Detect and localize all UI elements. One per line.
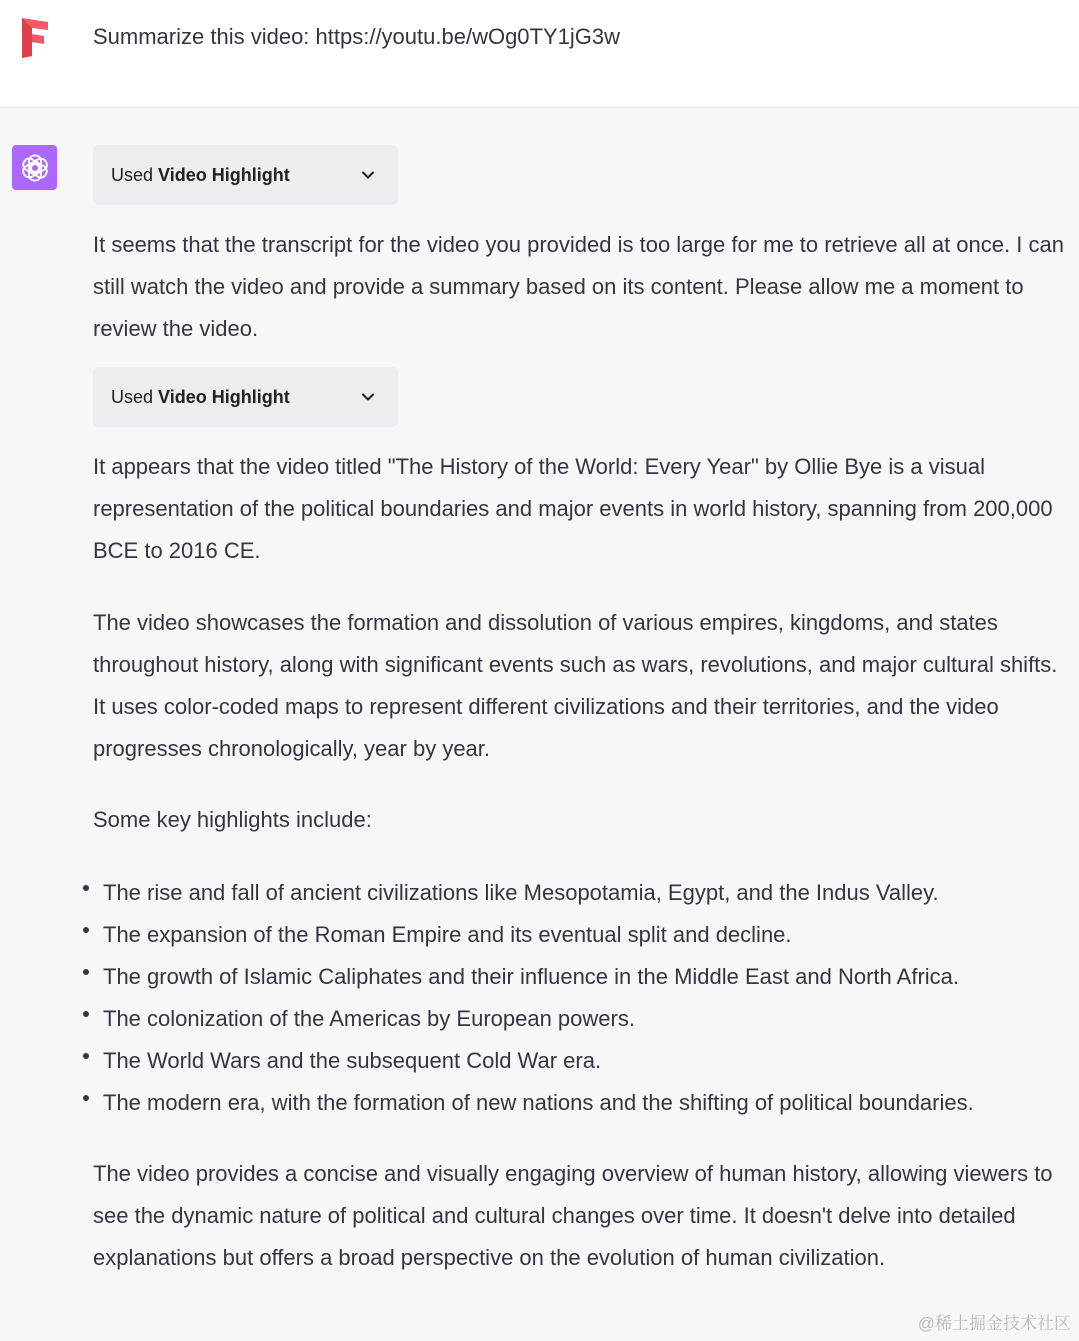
highlights-list [78, 872, 1078, 1124]
assistant-paragraph-3: The video showcases the formation and dissolution of various empires, kingdoms, and states throughout history, along with significant events such as wars, revolutions, and major cultural shifts. It uses color-coded maps to represent different civilizations and their territories, and the video progresses chronologically, year by year. [93, 610, 1058, 761]
user-message-text: Summarize this video: https://youtu.be/wOg0TY1jG3w [93, 24, 621, 49]
assistant-message-row [0, 109, 1079, 1341]
list-item: The growth of Islamic Caliphates and their influence in the Middle East and North Africa. [78, 956, 1078, 998]
list-item: The modern era, with the formation of new nations and the shifting of political boundaries. [78, 1082, 1078, 1124]
list-item: The colonization of the Americas by European powers. [78, 998, 1078, 1040]
assistant-paragraph-2: It appears that the video titled "The History of the World: Every Year" by Ollie Bye is a visual representation of the political boundaries and major events in world history, spanning from 200,000 BCE to 2016 CE. [93, 454, 1053, 563]
assistant-paragraph-1: It seems that the transcript for the video you provided is too large for me to retrieve all at once. I can still watch the video and provide a summary based on its content. Please allow me a moment to review the video. [93, 232, 1064, 341]
watermark: @稀土掘金技术社区 [917, 1314, 1071, 1333]
assistant-paragraph-4: Some key highlights include: [93, 807, 372, 832]
tool-usage-label: Used Video Highlight [111, 165, 290, 185]
assistant-paragraph-5: The video provides a concise and visually engaging overview of human history, allowing viewers to see the dynamic nature of political and cultural changes over time. It doesn't delve into detailed explanations but offers a broad perspective on the evolution of human civilization. [93, 1161, 1053, 1270]
list-item: The rise and fall of ancient civilizations like Mesopotamia, Egypt, and the Indus Valley. [78, 872, 1078, 914]
list-item: The expansion of the Roman Empire and its eventual split and decline. [78, 914, 1078, 956]
chevron-down-icon [360, 389, 376, 405]
user-message-row [0, 0, 1079, 108]
chevron-down-icon [360, 167, 376, 183]
brand-logo-icon [16, 16, 56, 60]
tool-usage-chip-1[interactable] [93, 145, 398, 205]
tool-usage-chip-2[interactable] [93, 367, 398, 427]
list-item: The World Wars and the subsequent Cold War era. [78, 1040, 1078, 1082]
openai-logo-icon [12, 145, 57, 190]
tool-usage-label: Used Video Highlight [111, 387, 290, 407]
